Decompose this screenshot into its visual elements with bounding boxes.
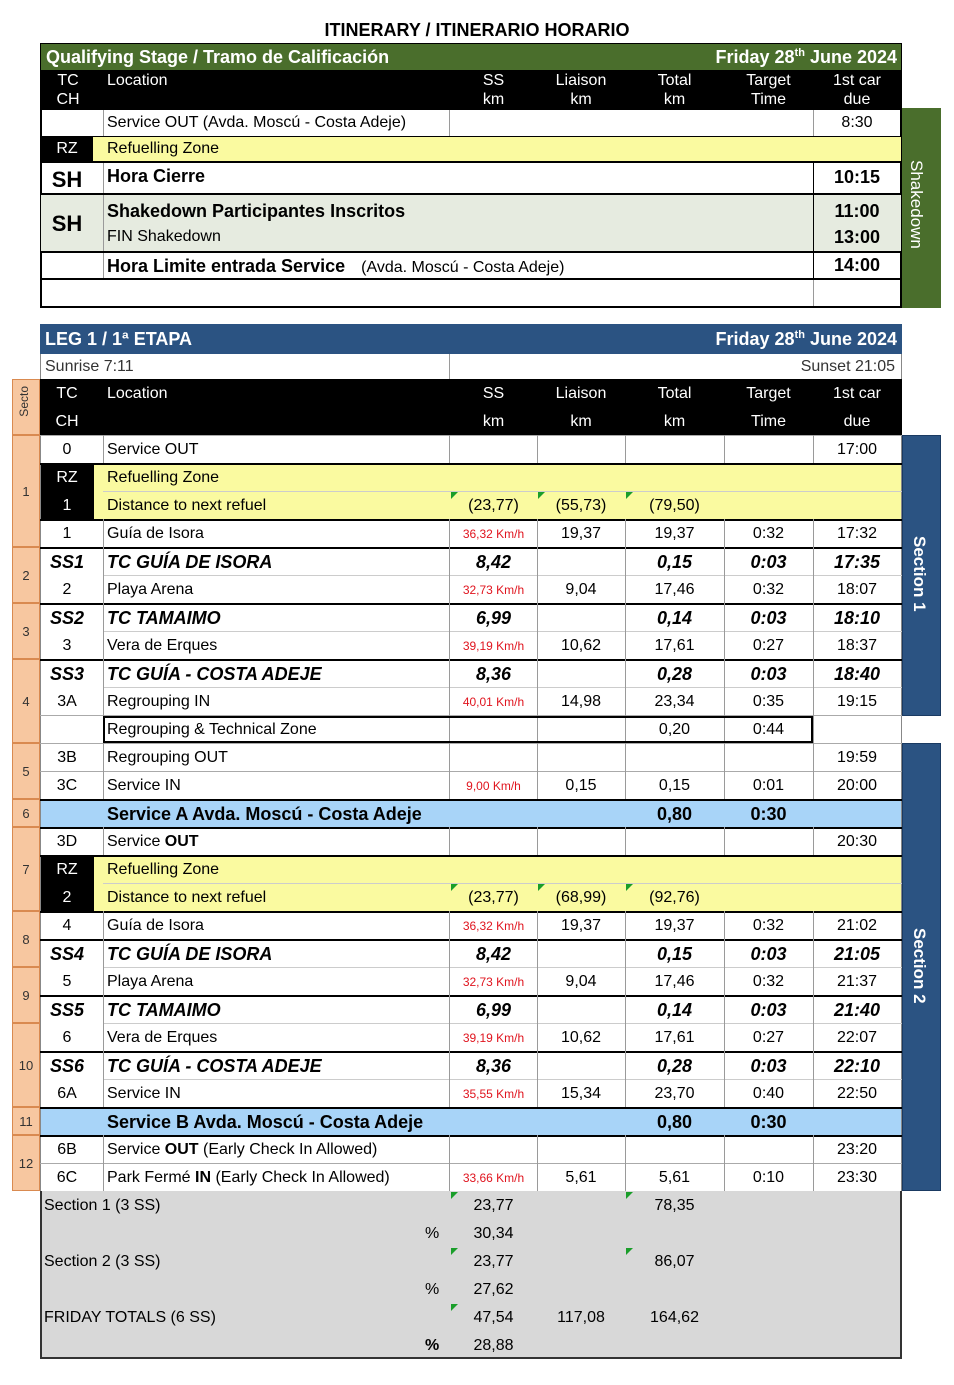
shakedown-label-text: Shakedown bbox=[907, 160, 926, 249]
column-divider bbox=[103, 1023, 104, 1051]
leg-col-total-unit: km bbox=[663, 413, 686, 430]
totals-label: Section 1 (3 SS) bbox=[44, 1197, 161, 1214]
location-cell: Refuelling Zone bbox=[107, 861, 220, 878]
total-cell: 0,14 bbox=[656, 608, 693, 628]
qual-limit-due: 14:00 bbox=[833, 255, 881, 275]
totals-ss-km: 27,62 bbox=[473, 1281, 514, 1298]
totals-ss-km: 30,34 bbox=[473, 1225, 514, 1242]
row-divider bbox=[103, 575, 902, 576]
row-divider bbox=[103, 1023, 902, 1024]
row-divider bbox=[40, 855, 902, 857]
row-divider bbox=[40, 827, 902, 829]
row-divider bbox=[40, 1107, 902, 1109]
speed-cell: 39,19 Km/h bbox=[462, 639, 525, 653]
row-divider bbox=[103, 967, 902, 968]
location-cell: Service OUT (Early Check In Allowed) bbox=[107, 1141, 378, 1158]
qualifying-date: Friday 28th June 2024 bbox=[715, 47, 897, 67]
totals-ss-km: 28,88 bbox=[473, 1337, 514, 1354]
totals-ss-km: 47,54 bbox=[473, 1309, 514, 1326]
row-divider bbox=[103, 491, 902, 492]
column-divider bbox=[537, 603, 538, 631]
column-divider bbox=[103, 995, 104, 1023]
percent-sign: % bbox=[425, 1225, 440, 1242]
speed-cell: 9,00 Km/h bbox=[466, 779, 521, 793]
tc-cell: 2 bbox=[62, 889, 72, 906]
total-cell: 0,80 bbox=[656, 804, 693, 824]
tc-cell: 4 bbox=[62, 917, 72, 934]
first-car-due-cell: 18:10 bbox=[833, 608, 881, 628]
totals-total-km: 78,35 bbox=[654, 1197, 695, 1214]
tc-cell: SS2 bbox=[49, 608, 85, 628]
section-1-label: Section 1 bbox=[910, 536, 929, 612]
location-cell: Service OUT bbox=[107, 833, 199, 850]
row-divider bbox=[103, 631, 902, 632]
totals-liaison: 117,08 bbox=[557, 1309, 605, 1326]
column-divider bbox=[625, 743, 626, 771]
column-divider bbox=[449, 827, 450, 855]
column-divider bbox=[625, 435, 626, 463]
tc-cell: RZ bbox=[56, 861, 78, 878]
column-divider bbox=[625, 827, 626, 855]
leg-col-ss: SS bbox=[482, 385, 505, 402]
tc-cell: 6A bbox=[57, 1085, 77, 1102]
column-divider bbox=[103, 1163, 104, 1191]
total-cell: 0,15 bbox=[656, 552, 693, 572]
total-cell: 0,20 bbox=[658, 721, 691, 738]
liaison-cell: 0,15 bbox=[565, 777, 597, 794]
sunrise: Sunrise 7:11 bbox=[45, 358, 134, 375]
row-divider bbox=[103, 687, 902, 688]
column-divider bbox=[449, 743, 450, 771]
column-divider bbox=[537, 939, 538, 967]
tc-cell: SS3 bbox=[49, 664, 85, 684]
leg-col-location: Location bbox=[107, 385, 168, 402]
column-divider bbox=[537, 743, 538, 771]
first-car-due-cell: 23:30 bbox=[836, 1169, 878, 1186]
section-1-side-label bbox=[902, 435, 941, 716]
tc-cell: 6 bbox=[62, 1029, 72, 1046]
column-divider bbox=[724, 827, 725, 855]
column-divider bbox=[103, 575, 104, 603]
column-divider bbox=[93, 883, 94, 911]
refuel-distance-cell: (68,99) bbox=[555, 889, 607, 906]
first-car-due-cell: 17:32 bbox=[836, 525, 878, 542]
target-time-cell: 0:30 bbox=[750, 1112, 787, 1132]
location-cell: TC GUÍA DE ISORA bbox=[107, 944, 273, 964]
qual-fin-shakedown-due: 13:00 bbox=[833, 227, 881, 247]
refuel-distance-cell: (92,76) bbox=[649, 889, 700, 906]
column-divider bbox=[103, 911, 104, 939]
first-car-due-cell: 19:15 bbox=[836, 693, 878, 710]
tc-cell: 1 bbox=[62, 525, 72, 542]
refuel-distance-cell: (23,77) bbox=[468, 497, 519, 514]
sector-cell: 6 bbox=[12, 799, 40, 827]
target-time-cell: 0:10 bbox=[752, 1169, 785, 1186]
percent-sign: % bbox=[425, 1337, 440, 1354]
column-divider bbox=[103, 519, 104, 547]
sector-cell: 12 bbox=[12, 1135, 40, 1191]
liaison-cell: 10,62 bbox=[560, 1029, 602, 1046]
location-cell: Distance to next refuel bbox=[107, 497, 267, 514]
col-total-unit: km bbox=[663, 91, 686, 108]
col-first-car-unit: due bbox=[843, 91, 871, 108]
column-divider bbox=[93, 491, 94, 519]
row-divider bbox=[40, 1163, 902, 1164]
tc-cell: RZ bbox=[56, 469, 78, 486]
qual-rz-tc: RZ bbox=[56, 140, 78, 157]
column-divider bbox=[103, 1051, 104, 1079]
target-time-cell: 0:03 bbox=[750, 1000, 787, 1020]
ss-km-cell: 8,42 bbox=[475, 552, 512, 572]
column-divider bbox=[93, 855, 94, 883]
leg-col-first-car-unit: due bbox=[843, 413, 871, 430]
row-divider bbox=[40, 1051, 902, 1053]
speed-cell: 33,66 Km/h bbox=[462, 1171, 525, 1185]
leg-col-target: Target bbox=[746, 385, 791, 402]
column-divider bbox=[724, 435, 725, 463]
location-cell: Playa Arena bbox=[107, 973, 194, 990]
leg-date: Friday 28th June 2024 bbox=[715, 329, 897, 349]
qualifying-title: Qualifying Stage / Tramo de Calificación bbox=[46, 47, 390, 67]
location-cell: Distance to next refuel bbox=[107, 889, 267, 906]
tc-cell: SS4 bbox=[49, 944, 85, 964]
ss-km-cell: 8,42 bbox=[475, 944, 512, 964]
shakedown-side-label bbox=[902, 108, 941, 308]
row-divider bbox=[40, 1135, 902, 1137]
col-liaison: Liaison bbox=[555, 72, 607, 89]
row-divider bbox=[40, 435, 902, 436]
qual-service-out-location: Service OUT (Avda. Moscú - Costa Adeje) bbox=[107, 114, 407, 131]
first-car-due-cell: 23:20 bbox=[836, 1141, 878, 1158]
location-cell: Service OUT bbox=[107, 441, 199, 458]
sector-cell: 2 bbox=[12, 547, 40, 603]
location-cell: Guía de Isora bbox=[107, 525, 204, 542]
first-car-due-cell: 20:00 bbox=[836, 777, 878, 794]
speed-cell: 36,32 Km/h bbox=[462, 919, 525, 933]
location-cell: Service IN bbox=[107, 1085, 181, 1102]
col-ss-unit: km bbox=[482, 91, 505, 108]
tc-cell: 5 bbox=[62, 973, 72, 990]
column-divider bbox=[103, 547, 104, 575]
liaison-cell: 9,04 bbox=[565, 581, 597, 598]
column-divider bbox=[537, 827, 538, 855]
sector-cell: 9 bbox=[12, 967, 40, 1023]
location-cell: Refuelling Zone bbox=[107, 469, 220, 486]
first-car-due-cell: 17:00 bbox=[836, 441, 878, 458]
column-divider bbox=[103, 687, 104, 715]
leg-col-tc: TC bbox=[56, 385, 78, 402]
qual-shakedown-location: Shakedown Participantes Inscritos bbox=[107, 201, 406, 221]
column-divider bbox=[724, 743, 725, 771]
speed-cell: 36,32 Km/h bbox=[462, 527, 525, 541]
refuel-distance-cell: (23,77) bbox=[468, 889, 519, 906]
total-cell: 0,15 bbox=[656, 944, 693, 964]
location-cell: Service A Avda. Moscú - Costa Adeje bbox=[107, 804, 422, 824]
qual-sh-location: Hora Cierre bbox=[107, 166, 206, 186]
location-cell: Service B Avda. Moscú - Costa Adeje bbox=[107, 1112, 424, 1132]
column-divider bbox=[625, 1135, 626, 1163]
liaison-cell: 10,62 bbox=[560, 637, 602, 654]
leg-col-target-unit: Time bbox=[751, 413, 786, 430]
location-cell: Service IN bbox=[107, 777, 181, 794]
target-time-cell: 0:30 bbox=[750, 804, 787, 824]
total-cell: 17,46 bbox=[654, 581, 695, 598]
row-divider bbox=[40, 743, 902, 744]
tc-cell: 3B bbox=[57, 749, 77, 766]
page-title: ITINERARY / ITINERARIO HORARIO bbox=[324, 20, 630, 40]
column-divider bbox=[724, 1135, 725, 1163]
location-cell: Guía de Isora bbox=[107, 917, 204, 934]
ss-km-cell: 6,99 bbox=[475, 608, 512, 628]
sector-cell: 10 bbox=[12, 1023, 40, 1107]
qual-service-out-due: 8:30 bbox=[841, 114, 873, 131]
first-car-due-cell: 18:40 bbox=[833, 664, 881, 684]
leg-col-liaison: Liaison bbox=[555, 385, 607, 402]
col-tc: TC bbox=[57, 72, 79, 89]
column-divider bbox=[103, 435, 104, 463]
column-divider bbox=[537, 1051, 538, 1079]
ss-km-cell: 6,99 bbox=[475, 1000, 512, 1020]
tc-cell: SS1 bbox=[49, 552, 85, 572]
location-cell: Regrouping OUT bbox=[107, 749, 228, 766]
sunset: Sunset 21:05 bbox=[800, 358, 895, 375]
location-cell: TC GUÍA DE ISORA bbox=[107, 552, 273, 572]
target-time-cell: 0:27 bbox=[752, 1029, 785, 1046]
target-time-cell: 0:40 bbox=[752, 1085, 785, 1102]
column-divider bbox=[103, 1135, 104, 1163]
sector-cell: 11 bbox=[12, 1107, 40, 1135]
first-car-due-cell: 21:37 bbox=[836, 973, 878, 990]
qual-sh2-tc: SH bbox=[51, 211, 83, 236]
first-car-due-cell: 21:02 bbox=[836, 917, 878, 934]
total-cell: 19,37 bbox=[654, 525, 695, 542]
location-cell: Park Fermé IN (Early Check In Allowed) bbox=[107, 1169, 390, 1186]
liaison-cell: 5,61 bbox=[565, 1169, 597, 1186]
speed-cell: 39,19 Km/h bbox=[462, 1031, 525, 1045]
column-divider bbox=[537, 547, 538, 575]
totals-total-km: 86,07 bbox=[654, 1253, 695, 1270]
target-time-cell: 0:32 bbox=[752, 917, 785, 934]
sector-cell: 7 bbox=[12, 827, 40, 911]
leg-col-total: Total bbox=[657, 385, 692, 402]
tc-cell: SS5 bbox=[49, 1000, 85, 1020]
col-target-unit: Time bbox=[751, 91, 786, 108]
column-divider bbox=[93, 463, 94, 491]
column-divider bbox=[103, 659, 104, 687]
row-divider bbox=[40, 603, 902, 605]
target-time-cell: 0:32 bbox=[752, 525, 785, 542]
section-2-side-label bbox=[902, 743, 941, 1191]
total-cell: 0,80 bbox=[656, 1112, 693, 1132]
total-cell: 17,61 bbox=[654, 637, 695, 654]
row-divider bbox=[103, 883, 902, 884]
location-cell: Regrouping & Technical Zone bbox=[107, 721, 317, 738]
location-cell: TC GUÍA - COSTA ADEJE bbox=[107, 664, 322, 684]
target-time-cell: 0:32 bbox=[752, 973, 785, 990]
qual-limit-location: Hora Limite entrada Service (Avda. Moscú - Costa Adeje) bbox=[107, 256, 565, 276]
first-car-due-cell: 21:05 bbox=[833, 944, 881, 964]
qual-sh-due: 10:15 bbox=[833, 167, 881, 187]
total-cell: 19,37 bbox=[654, 917, 695, 934]
col-liaison-unit: km bbox=[570, 91, 592, 108]
row-divider bbox=[40, 911, 902, 913]
qual-shakedown-due: 11:00 bbox=[834, 201, 880, 221]
sector-header bbox=[12, 379, 40, 435]
target-time-cell: 0:03 bbox=[750, 1056, 787, 1076]
column-divider bbox=[103, 631, 104, 659]
target-time-cell: 0:27 bbox=[752, 637, 785, 654]
first-car-due-cell: 18:07 bbox=[836, 581, 878, 598]
row-divider bbox=[40, 995, 902, 997]
tc-cell: 6B bbox=[57, 1141, 77, 1158]
tc-cell: 2 bbox=[62, 581, 72, 598]
sector-cell: 5 bbox=[12, 743, 40, 799]
column-divider bbox=[103, 827, 104, 855]
tc-cell: 6C bbox=[56, 1169, 78, 1186]
liaison-cell: 15,34 bbox=[560, 1085, 602, 1102]
first-car-due-cell: 22:10 bbox=[833, 1056, 881, 1076]
location-cell: TC TAMAIMO bbox=[107, 1000, 221, 1020]
sector-header-text: Secto bbox=[17, 386, 31, 417]
section-2-label: Section 2 bbox=[910, 928, 929, 1004]
target-time-cell: 0:35 bbox=[752, 693, 785, 710]
sector-cell: 1 bbox=[12, 435, 40, 547]
location-cell: Vera de Erques bbox=[107, 1029, 218, 1046]
total-cell: 5,61 bbox=[658, 1169, 691, 1186]
leg-col-ch: CH bbox=[55, 413, 79, 430]
total-cell: 23,34 bbox=[654, 693, 695, 710]
column-divider bbox=[103, 603, 104, 631]
sector-cell: 8 bbox=[12, 911, 40, 967]
column-divider bbox=[103, 771, 104, 799]
leg-col-liaison-unit: km bbox=[570, 413, 592, 430]
first-car-due-cell: 21:40 bbox=[833, 1000, 881, 1020]
column-divider bbox=[537, 995, 538, 1023]
total-cell: 0,28 bbox=[656, 1056, 693, 1076]
column-divider bbox=[103, 743, 104, 771]
column-divider bbox=[449, 1135, 450, 1163]
col-location: Location bbox=[107, 72, 168, 89]
tc-cell: 3D bbox=[56, 833, 78, 850]
ss-km-cell: 8,36 bbox=[475, 1056, 512, 1076]
location-cell: Regrouping IN bbox=[107, 693, 211, 710]
qual-sh-tc: SH bbox=[51, 167, 83, 192]
target-time-cell: 0:03 bbox=[750, 608, 787, 628]
row-divider bbox=[40, 519, 902, 521]
target-time-cell: 0:01 bbox=[752, 777, 785, 794]
tc-cell: 3C bbox=[56, 777, 78, 794]
target-time-cell: 0:32 bbox=[752, 581, 785, 598]
leg-title: LEG 1 / 1ª ETAPA bbox=[45, 329, 193, 349]
qual-fin-shakedown-location: FIN Shakedown bbox=[107, 228, 221, 245]
totals-label: Section 2 (3 SS) bbox=[44, 1253, 161, 1270]
totals-block bbox=[40, 1191, 902, 1359]
sector-cell: 3 bbox=[12, 603, 40, 659]
row-divider bbox=[40, 547, 902, 549]
tc-cell: 3A bbox=[57, 693, 77, 710]
tc-cell: 0 bbox=[62, 441, 72, 458]
total-cell: 0,14 bbox=[656, 1000, 693, 1020]
liaison-cell: 14,98 bbox=[560, 693, 602, 710]
first-car-due-cell: 22:07 bbox=[836, 1029, 878, 1046]
totals-ss-km: 23,77 bbox=[473, 1197, 514, 1214]
col-ss: SS bbox=[482, 72, 505, 89]
percent-sign: % bbox=[425, 1281, 440, 1298]
location-cell: Vera de Erques bbox=[107, 637, 218, 654]
location-cell: TC GUÍA - COSTA ADEJE bbox=[107, 1056, 322, 1076]
column-divider bbox=[537, 1135, 538, 1163]
qual-rz-location: Refuelling Zone bbox=[107, 140, 220, 157]
first-car-due-cell: 18:37 bbox=[836, 637, 878, 654]
target-time-cell: 0:03 bbox=[750, 552, 787, 572]
column-divider bbox=[537, 659, 538, 687]
row-divider bbox=[103, 1079, 902, 1080]
liaison-cell: 9,04 bbox=[565, 973, 597, 990]
location-cell: TC TAMAIMO bbox=[107, 608, 221, 628]
speed-cell: 35,55 Km/h bbox=[462, 1087, 525, 1101]
tc-cell: SS6 bbox=[49, 1056, 85, 1076]
liaison-cell: 19,37 bbox=[560, 525, 602, 542]
ss-km-cell: 8,36 bbox=[475, 664, 512, 684]
total-cell: 17,46 bbox=[654, 973, 695, 990]
column-divider bbox=[103, 967, 104, 995]
col-ch: CH bbox=[56, 91, 80, 108]
target-time-cell: 0:03 bbox=[750, 664, 787, 684]
tc-cell: 1 bbox=[62, 497, 72, 514]
leg-col-ss-unit: km bbox=[482, 413, 505, 430]
row-divider bbox=[40, 771, 902, 772]
first-car-due-cell: 22:50 bbox=[836, 1085, 878, 1102]
row-divider bbox=[40, 939, 902, 941]
col-first-car: 1st car bbox=[832, 72, 881, 89]
column-divider bbox=[537, 435, 538, 463]
tc-cell: 3 bbox=[62, 637, 72, 654]
col-target: Target bbox=[746, 72, 791, 89]
target-time-cell: 0:03 bbox=[750, 944, 787, 964]
row-divider bbox=[40, 463, 902, 465]
refuel-distance-cell: (55,73) bbox=[555, 497, 607, 514]
column-divider bbox=[103, 1079, 104, 1107]
total-cell: 0,15 bbox=[658, 777, 691, 794]
first-car-due-cell: 20:30 bbox=[836, 833, 878, 850]
speed-cell: 32,73 Km/h bbox=[462, 975, 525, 989]
sector-cell: 4 bbox=[12, 659, 40, 743]
col-total: Total bbox=[657, 72, 692, 89]
column-divider bbox=[813, 715, 814, 743]
total-cell: 23,70 bbox=[654, 1085, 695, 1102]
target-time-cell: 0:44 bbox=[752, 721, 785, 738]
column-divider bbox=[449, 435, 450, 463]
location-cell: Playa Arena bbox=[107, 581, 194, 598]
total-cell: 17,61 bbox=[654, 1029, 695, 1046]
first-car-due-cell: 19:59 bbox=[836, 749, 878, 766]
totals-total-km: 164,62 bbox=[650, 1309, 699, 1326]
speed-cell: 32,73 Km/h bbox=[462, 583, 525, 597]
liaison-cell: 19,37 bbox=[560, 917, 602, 934]
leg-col-first-car: 1st car bbox=[832, 385, 881, 402]
speed-cell: 40,01 Km/h bbox=[462, 695, 525, 709]
row-divider bbox=[40, 659, 902, 661]
column-divider bbox=[103, 939, 104, 967]
row-divider bbox=[40, 799, 902, 801]
total-cell: 0,28 bbox=[656, 664, 693, 684]
totals-ss-km: 23,77 bbox=[473, 1253, 514, 1270]
totals-label: FRIDAY TOTALS (6 SS) bbox=[44, 1309, 216, 1326]
first-car-due-cell: 17:35 bbox=[833, 552, 881, 572]
refuel-distance-cell: (79,50) bbox=[649, 497, 700, 514]
